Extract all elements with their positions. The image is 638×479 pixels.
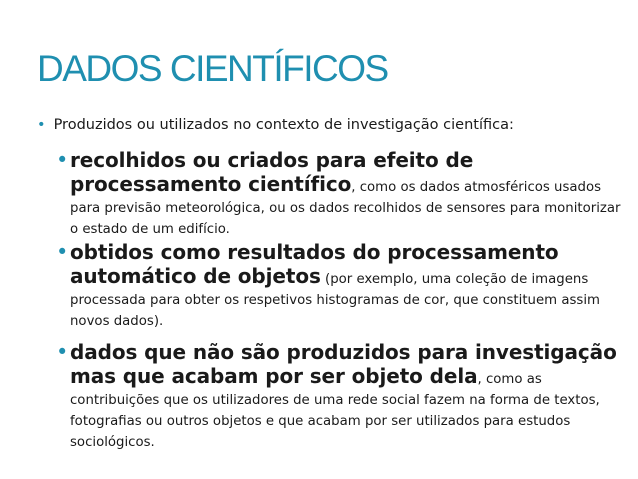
list-item bbox=[56, 340, 626, 452]
list-item-detail: , como as contribuições que os utilizadores de uma rede social fazem na forma de textos, fotografias ou outros objetos e que acabam por ser utilizados para estudos sociológicos. bbox=[70, 372, 600, 450]
list-item-body bbox=[70, 148, 626, 239]
list-item-body bbox=[70, 340, 626, 452]
list-item-emphasis: recolhidos ou criados para efeito de processamento científico bbox=[70, 148, 474, 196]
list-item bbox=[56, 240, 626, 331]
slide-title: DADOS CIENTÍFICOS bbox=[37, 48, 388, 89]
list-item-emphasis: obtidos como resultados do processamento automático de objetos bbox=[70, 240, 559, 288]
bullet-dot-icon: • bbox=[37, 117, 46, 133]
list-item-emphasis: dados que não são produzidos para investigação mas que acabam por ser objeto dela bbox=[70, 340, 617, 388]
bullet-dot-icon: • bbox=[56, 340, 69, 364]
intro-text: Produzidos ou utilizados no contexto de investigação científica: bbox=[53, 117, 514, 133]
bullet-dot-icon: • bbox=[56, 240, 69, 264]
list-item-detail: , como os dados atmosféricos usados para previsão meteorológica, ou os dados recolhidos de sensores para monitorizar o estado de um edifício. bbox=[70, 180, 621, 237]
intro-bullet bbox=[37, 116, 514, 134]
list-item-detail: (por exemplo, uma coleção de imagens processada para obter os respetivos histogramas de cor, que constituem assim novos dados). bbox=[70, 272, 600, 329]
list-item-body bbox=[70, 240, 626, 331]
bullet-dot-icon: • bbox=[56, 148, 69, 172]
list-item bbox=[56, 148, 626, 239]
